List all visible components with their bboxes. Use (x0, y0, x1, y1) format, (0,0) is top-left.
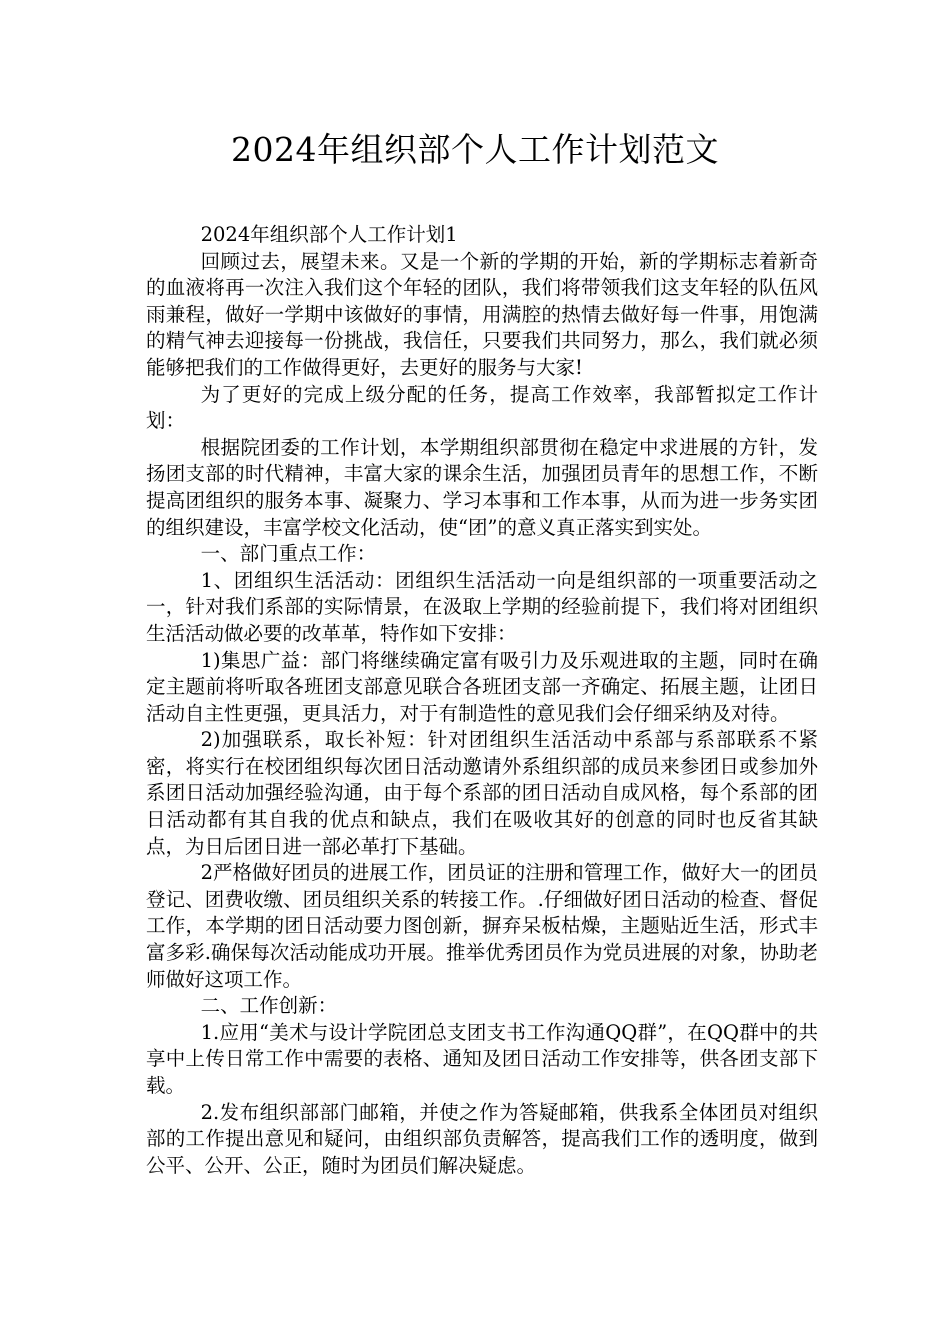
paragraph: 2严格做好团员的进展工作，团员证的注册和管理工作，做好大一的团员登记、团费收缴、团员组织关系的转接工作。.仔细做好团日活动的检查、督促工作，本学期的团日活动要力图创新，摒弃呆板枯燥，主题贴近生活，形式丰富多彩.确保每次活动能成功开展。推举优秀团员作为党员进展的对象，协助老师做好这项工作。 (146, 861, 818, 991)
paragraph: 2.发布组织部部门邮箱，并使之作为答疑邮箱，供我系全体团员对组织部的工作提出意见和疑问，由组织部负责解答，提高我们工作的透明度，做到公平、公开、公正，随时为团员们解决疑虑。 (146, 1100, 818, 1177)
section-heading: 二、工作创新： (200, 994, 338, 1018)
document-body (146, 222, 818, 1179)
paragraph: 1.应用“美术与设计学院团总支团支书工作沟通QQ群”，在QQ群中的共享中上传日常工作中需要的表格、通知及团日活动工作安排等，供各团支部下载。 (146, 1020, 818, 1097)
paragraph: 1、团组织生活活动：团组织生活活动一向是组织部的一项重要活动之一，针对我们系部的实际情景，在汲取上学期的经验前提下，我们将对团组织生活活动做必要的改革革，特作如下安排： (146, 568, 818, 645)
paragraph: 根据院团委的工作计划，本学期组织部贯彻在稳定中求进展的方针，发扬团支部的时代精神，丰富大家的课余生活，加强团员青年的思想工作，不断提高团组织的服务本事、凝聚力、学习本事和工作本事，从而为进一步务实团的组织建设，丰富学校文化活动，使“团”的意义真正落实到实处。 (146, 435, 818, 539)
paragraph: 2)加强联系，取长补短：针对团组织生活活动中系部与系部联系不紧密，将实行在校团组织每次团日活动邀请外系组织部的成员来参团日或参加外系团日活动加强经验沟通，由于每个系部的团日活动自成风格，每个系部的团日活动都有其自我的优点和缺点，我们在吸收其好的创意的同时也反省其缺点，为日后团日进一部必革打下基础。 (146, 728, 818, 858)
section-heading: 一、部门重点工作： (200, 542, 377, 566)
paragraph: 为了更好的完成上级分配的任务，提高工作效率，我部暂拟定工作计划： (146, 382, 818, 433)
paragraph: 1)集思广益：部门将继续确定富有吸引力及乐观进取的主题，同时在确定主题前将听取各班团支部意见联合各班团支部一齐确定、拓展主题，让团日活动自主性更强，更具活力，对于有制造性的意见我们会仔细采纳及对待。 (146, 648, 818, 725)
paragraph: 回顾过去，展望未来。又是一个新的学期的开始，新的学期标志着新奇的血液将再一次注入我们这个年轻的团队，我们将带领我们这支年轻的队伍风雨兼程，做好一学期中该做好的事情，用满腔的热情去做好每一件事，用饱满的精气神去迎接每一份挑战，我信任，只要我们共同努力，那么，我们就必须能够把我们的工作做得更好，去更好的服务与大家! (146, 249, 818, 379)
document-title: 2024年组织部个人工作计划范文 (231, 130, 719, 169)
section-heading: 2024年组织部个人工作计划1 (200, 223, 458, 246)
